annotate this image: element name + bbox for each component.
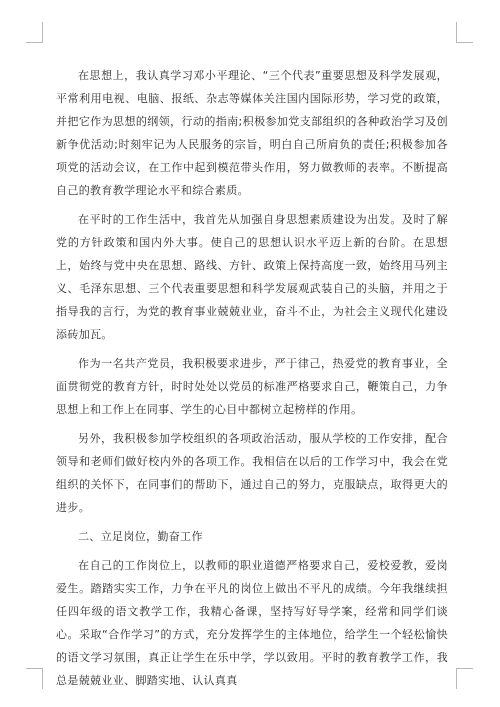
paragraph-job-post: 在自己的工作岗位上，以教师的职业道德严格要求自己，爱校爱教，爱岗爱生。踏踏实实工作，力争在平凡的岗位上做出不平凡的成绩。今年我继续担任四年级的语文教学工作，我精心备课，坚持写好导学案，经常和同学们谈心。采取“合作学习”的方式，充分发挥学生的主体地位，给学生一个轻松愉快的语文学习氛围，真正让学生在乐中学，学以致用。平时的教育教学工作，我总是兢兢业业、脚踏实地、认认真真 xyxy=(56,559,448,687)
section-heading: 二、立足岗位，勤奋工作 xyxy=(78,530,203,543)
crop-mark-top-right xyxy=(456,22,473,43)
document-page xyxy=(56,64,448,698)
paragraph-daily-work: 在平时的工作生活中，我首先从加强自身思想素质建设为出发。及时了解党的方针政策和国内外大事。使自己的思想认识水平迈上新的台阶。在思想上，始终与党中央在思想、路线、方针、政策上保持高度一致，始终用马列主义、毛泽东思想、三个代表重要思想和科学发展观武装自己的头脑，并用之于指导我的言行，为党的教育事业兢兢业业，奋斗不止，为社会主义现代化建设添砖加瓦。 xyxy=(56,213,448,341)
paragraph-party-member: 作为一名共产党员，我积极要求进步，严于律己，热爱党的教育事业，全面贯彻党的教育方针，时时处处以党员的标准严格要求自己，鞭策自己，力争思想上和工作上在同事、学生的心目中都树立起榜样的作用。 xyxy=(56,357,448,416)
crop-mark-bottom-left xyxy=(26,668,43,689)
crop-mark-top-left xyxy=(26,22,43,43)
paragraph-political-activities: 另外，我积极参加学校组织的各项政治活动，服从学校的工作安排，配合领导和老师们做好校内外的各项工作。我相信在以后的工作学习中，我会在党组织的关怀下，在同事们的帮助下，通过自己的努力，克服缺点，取得更大的进步。 xyxy=(56,432,448,514)
crop-mark-bottom-right xyxy=(456,668,473,689)
paragraph-ideology: 在思想上，我认真学习邓小平理论、“三个代表”重要思想及科学发展观，平常利用电视、电脑、报纸、杂志等媒体关注国内国际形势，学习党的政策，并把它作为思想的纲领，行动的指南;积极参加党支部组织的各种政治学习及创新争优活动;时刻牢记为人民服务的宗旨，明白自己所肩负的责任;积极参加各项党的活动会议，在工作中起到模范带头作用，努力做教师的表率。不断提高自己的教育教学理论水平和综合素质。 xyxy=(56,69,448,197)
